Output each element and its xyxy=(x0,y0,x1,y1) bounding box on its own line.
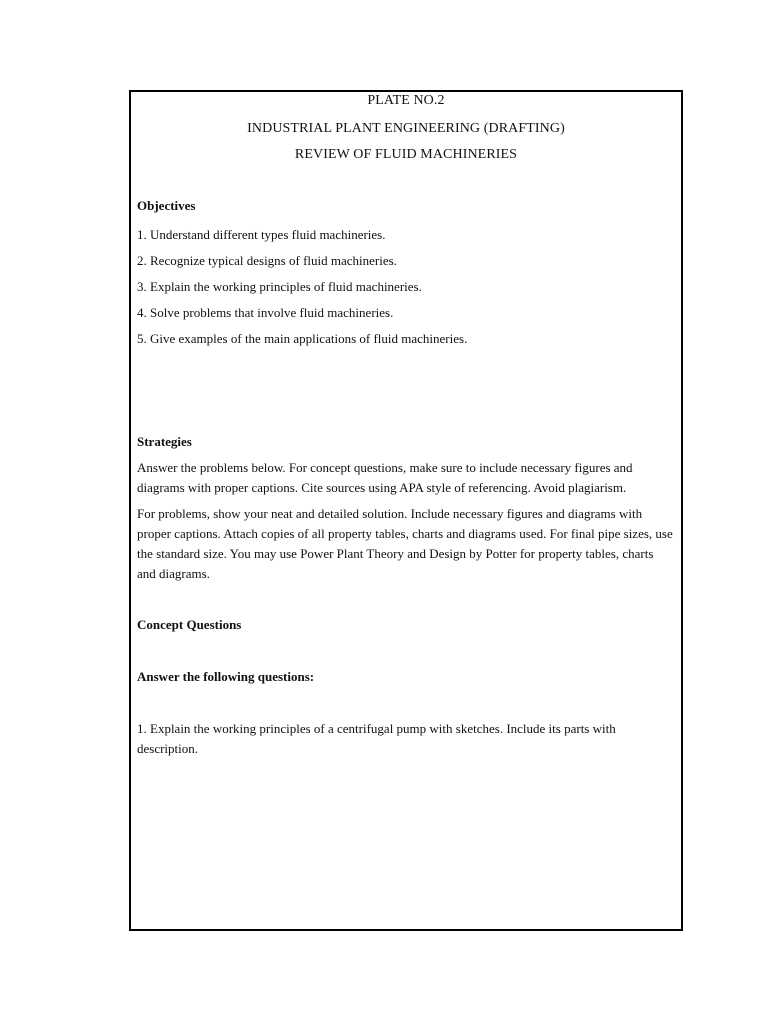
objective-item-1: 1. Understand different types fluid machineries. xyxy=(137,227,386,242)
strategies-paragraph-2: For problems, show your neat and detailed solution. Include necessary figures and diagrams with proper captions. Attach copies of all property tables, charts and diagrams used. For final pipe sizes, use the standard size. You may use Power Plant Theory and Design by Potter for property tables, charts and diagrams. xyxy=(137,506,673,581)
strategies-section xyxy=(137,432,673,584)
objective-item-5: 5. Give examples of the main applications of fluid machineries. xyxy=(137,331,468,346)
objective-item-2: 2. Recognize typical designs of fluid machineries. xyxy=(137,253,397,268)
objectives-section xyxy=(137,196,673,352)
objective-item-3: 3. Explain the working principles of fluid machineries. xyxy=(137,279,422,294)
plate-number: PLATE NO.2 xyxy=(367,93,445,108)
concept-section xyxy=(137,615,673,759)
answer-following-heading: Answer the following questions: xyxy=(137,669,315,684)
objective-item-4: 4. Solve problems that involve fluid machineries. xyxy=(137,305,394,320)
plate-subject: REVIEW OF FLUID MACHINERIES xyxy=(294,147,518,162)
course-title: INDUSTRIAL PLANT ENGINEERING (DRAFTING) xyxy=(247,121,565,136)
concept-questions-heading: Concept Questions xyxy=(137,617,242,632)
strategies-paragraph-1: Answer the problems below. For concept questions, make sure to include necessary figures and diagrams with proper captions. Cite sources using APA style of referencing. Avoid plagiarism. xyxy=(137,460,633,495)
strategies-heading: Strategies xyxy=(137,434,192,449)
objectives-list xyxy=(137,222,673,352)
objectives-heading: Objectives xyxy=(137,198,196,213)
plate-frame xyxy=(129,90,683,931)
concept-question-1: 1. Explain the working principles of a centrifugal pump with sketches. Include its parts with description. xyxy=(137,721,616,756)
